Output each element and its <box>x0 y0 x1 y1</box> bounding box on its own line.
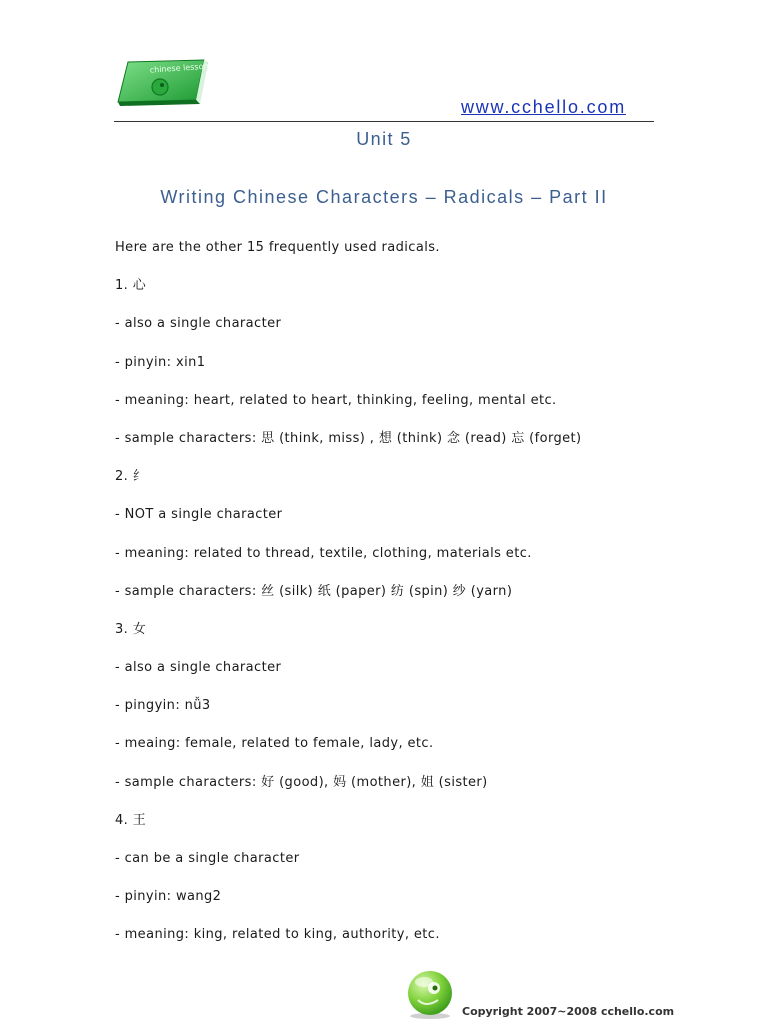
radical-detail: - sample characters: 丝 (silk) 纸 (paper) 纺 (spin) 纱 (yarn) <box>115 583 513 599</box>
radical-detail: - sample characters: 好 (good), 妈 (mother), 姐 (sister) <box>115 774 488 790</box>
intro-text: Here are the other 15 frequently used radicals. <box>115 240 440 255</box>
header-divider <box>114 121 654 122</box>
radical-detail: - sample characters: 思 (think, miss) , 想 (think) 念 (read) 忘 (forget) <box>115 430 582 446</box>
radical-detail: - also a single character <box>115 316 282 332</box>
radical-detail: - meaning: related to thread, textile, clothing, materials etc. <box>115 545 532 561</box>
radical-list <box>115 238 675 964</box>
radical-detail: - meaing: female, related to female, lady, etc. <box>115 736 434 752</box>
radical-detail: - pingyin: nǚ3 <box>115 698 211 714</box>
globe-logo-icon <box>400 966 460 1020</box>
unit-title: Unit 5 <box>356 129 412 149</box>
radical-heading: 4. 王 <box>115 812 147 828</box>
radical-detail: - also a single character <box>115 660 282 676</box>
book-logo-icon <box>116 58 212 108</box>
site-link[interactable]: www.cchello.com <box>460 97 626 117</box>
radical-detail: - pinyin: xin1 <box>115 354 206 370</box>
radical-heading: 1. 心 <box>115 278 147 294</box>
copyright-text: Copyright 2007~2008 cchello.com <box>462 1005 675 1018</box>
radical-heading: 3. 女 <box>115 621 147 637</box>
radical-detail: - NOT a single character <box>115 507 283 523</box>
radical-detail: - pinyin: wang2 <box>115 889 222 905</box>
lesson-title: Writing Chinese Characters – Radicals – Part II <box>160 187 608 207</box>
radical-heading: 2. 纟 <box>115 469 147 485</box>
radical-detail: - can be a single character <box>115 851 300 866</box>
radical-detail: - meaning: king, related to king, authority, etc. <box>115 927 440 943</box>
radical-detail: - meaning: heart, related to heart, thinking, feeling, mental etc. <box>115 392 557 408</box>
logo-text: chinese lesson <box>149 61 209 75</box>
